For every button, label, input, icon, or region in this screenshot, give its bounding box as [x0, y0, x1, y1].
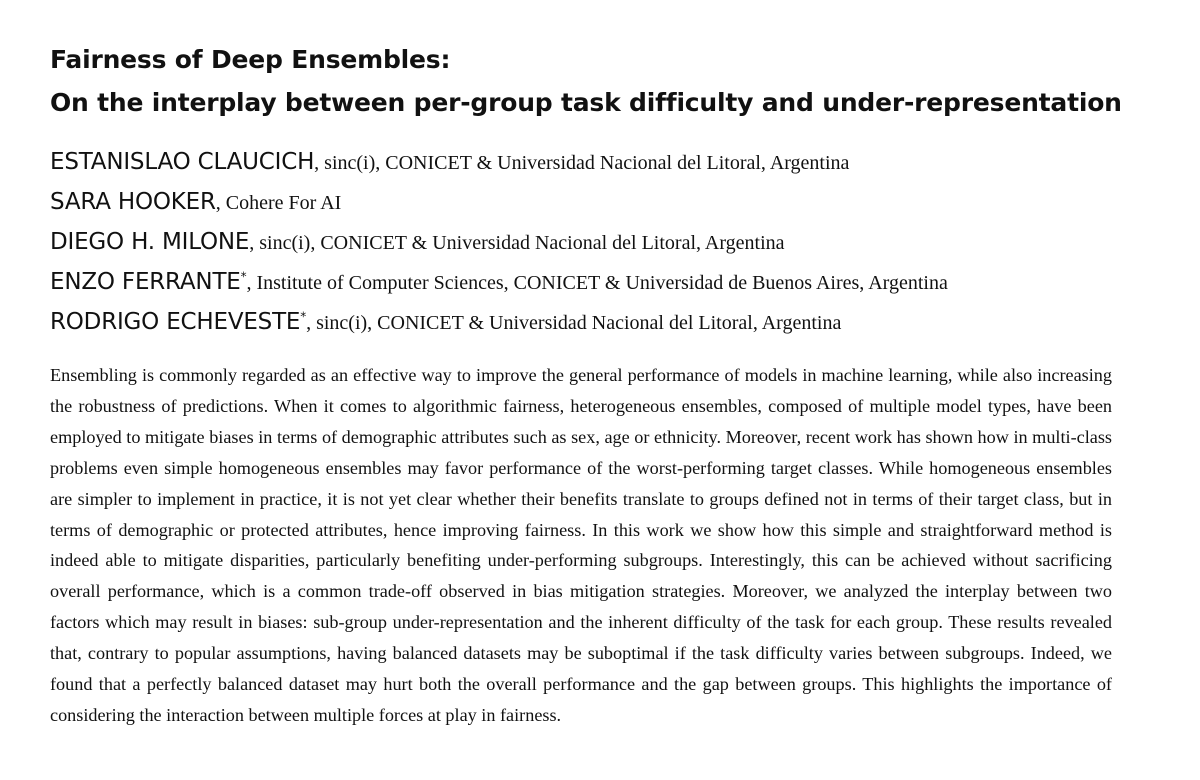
author-list — [50, 142, 1115, 342]
equal-contribution-mark: * — [300, 309, 307, 324]
author-entry — [50, 142, 1115, 182]
paper-title — [50, 38, 1122, 124]
paper-page — [50, 38, 1122, 749]
author-name: DIEGO H. MILONE — [50, 229, 250, 255]
author-entry — [50, 262, 1115, 302]
author-name: RODRIGO ECHEVESTE* — [50, 309, 307, 335]
author-entry — [50, 302, 1115, 342]
author-affiliation: , Institute of Computer Sciences, CONICET & Universidad de Buenos Aires, Argentina — [246, 272, 948, 294]
author-entry — [50, 182, 1115, 222]
author-affiliation: , sinc(i), CONICET & Universidad Nacional del Litoral, Argentina — [306, 312, 842, 334]
abstract-paragraph: Ensembling is commonly regarded as an effective way to improve the general performance of models in machine learning, while also increasing the robustness of predictions. When it comes to algorithmic fairness, heterogeneous ensembles, composed of multiple model types, have been employed to mitigate biases in terms of demographic attributes such as sex, age or ethnicity. Moreover, recent work has shown how in multi-class problems even simple homogeneous ensembles may favor performance of the worst-performing target classes. While homogeneous ensembles are simpler to implement in practice, it is not yet clear whether their benefits translate to groups defined not in terms of their target class, but in terms of demographic or protected attributes, hence improving fairness. In this work we show how this simple and straightforward method is indeed able to mitigate disparities, particularly benefiting under-performing subgroups. Interestingly, this can be achieved without sacrificing overall performance, which is a common trade-off observed in bias mitigation strategies. Moreover, we analyzed the interplay between two factors which may result in biases: sub-group under-representation and the inherent difficulty of the task for each group. These results revealed that, contrary to popular assumptions, having balanced datasets may be suboptimal if the task difficulty varies between subgroups. Indeed, we found that a perfectly balanced dataset may hurt both the overall performance and the gap between groups. This highlights the importance of considering the interaction between multiple forces at play in fairness. — [50, 365, 1112, 725]
author-entry — [50, 222, 1115, 262]
author-name: SARA HOOKER — [50, 189, 216, 215]
author-affiliation: , sinc(i), CONICET & Universidad Nacional del Litoral, Argentina — [249, 232, 785, 254]
equal-contribution-mark: * — [240, 269, 247, 284]
title-line-2: On the interplay between per-group task difficulty and under-representation — [50, 88, 1122, 117]
author-name: ESTANISLAO CLAUCICH — [50, 149, 315, 175]
author-affiliation: , Cohere For AI — [215, 192, 342, 214]
author-name: ENZO FERRANTE* — [50, 269, 247, 295]
author-affiliation: , sinc(i), CONICET & Universidad Nacional del Litoral, Argentina — [314, 152, 850, 174]
title-line-1: Fairness of Deep Ensembles: — [50, 45, 451, 74]
